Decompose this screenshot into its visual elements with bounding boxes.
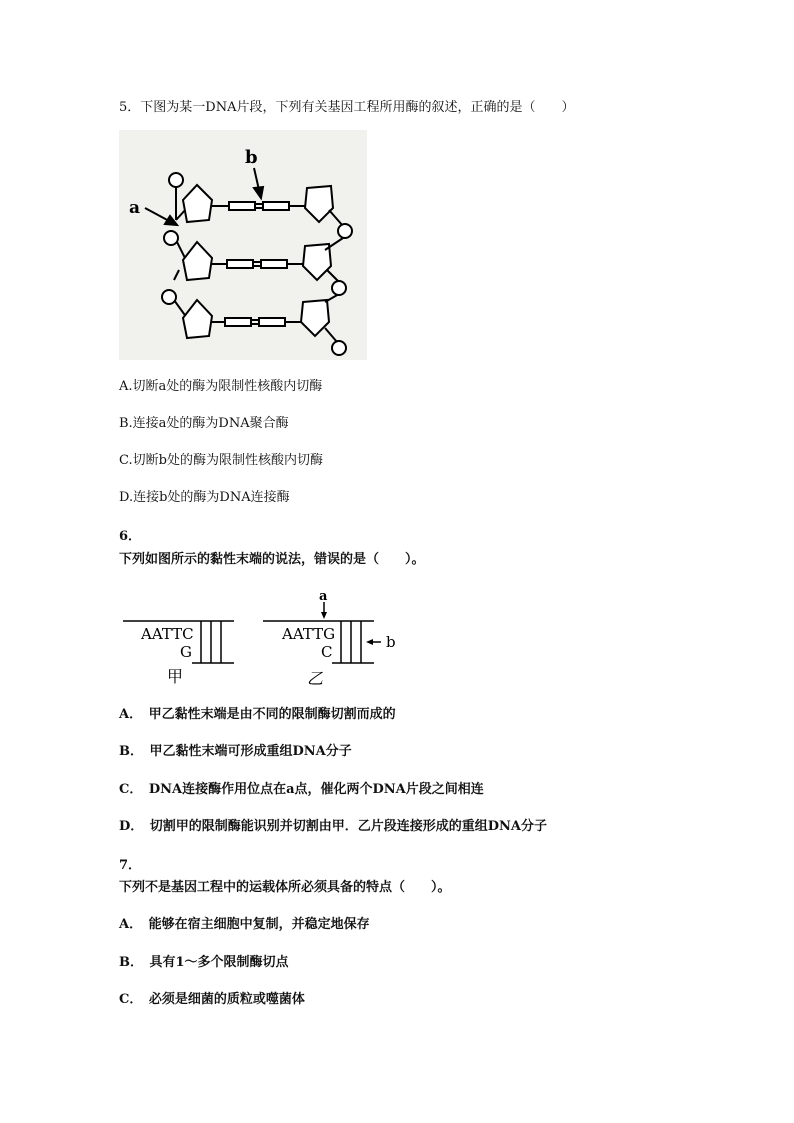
q5-option-b: B.连接a处的酶为DNA聚合酶 [119, 416, 289, 431]
q7-option-b: B． 具有1～多个限制酶切点 [119, 955, 289, 970]
q7-option-a: A． 能够在宿主细胞中复制，并稳定地保存 [119, 917, 370, 932]
q6-option-c: C． DNA连接酶作用位点在a点，催化两个DNA片段之间相连 [119, 782, 484, 797]
q6-option-a: A． 甲乙黏性末端是由不同的限制酶切割而成的 [119, 707, 396, 722]
label-b: b [245, 147, 258, 168]
yi-top-strand: AATTG [282, 625, 336, 643]
q5-stem: 5．下图为某一DNA片段，下列有关基因工程所用酶的叙述，正确的是（ ） [119, 100, 575, 115]
q7-stem: 下列不是基因工程中的运载体所必须具备的特点（ ）。 [119, 880, 451, 895]
sticky-ends-svg [119, 588, 419, 688]
q6-option-b: B． 甲乙黏性末端可形成重组DNA分子 [119, 744, 352, 759]
label-b: b [386, 633, 396, 651]
q7-number: 7． [119, 858, 142, 873]
jia-label: 甲 [167, 667, 184, 686]
q6-stem: 下列如图所示的黏性末端的说法，错误的是（ ）。 [119, 552, 425, 567]
q5-option-d: D.连接b处的酶为DNA连接酶 [119, 490, 290, 505]
jia-bottom-strand: G [180, 643, 192, 661]
label-a: a [319, 589, 328, 604]
q5-option-c: C.切断b处的酶为限制性核酸内切酶 [119, 453, 323, 468]
yi-bottom-strand: C [321, 643, 333, 661]
q7-option-c: C． 必须是细菌的质粒或噬菌体 [119, 992, 305, 1007]
yi-label: 乙 [307, 669, 324, 688]
sticky-ends-diagram [119, 588, 419, 688]
dna-fragment-svg [119, 130, 367, 360]
jia-top-strand: AATTC [141, 625, 194, 643]
label-a: a [129, 198, 141, 218]
q5-option-a: A.切断a处的酶为限制性核酸内切酶 [119, 379, 323, 394]
q6-number: 6． [119, 529, 142, 544]
q6-option-d: D． 切割甲的限制酶能识别并切割由甲．乙片段连接形成的重组DNA分子 [119, 819, 548, 834]
dna-fragment-diagram [119, 130, 367, 360]
